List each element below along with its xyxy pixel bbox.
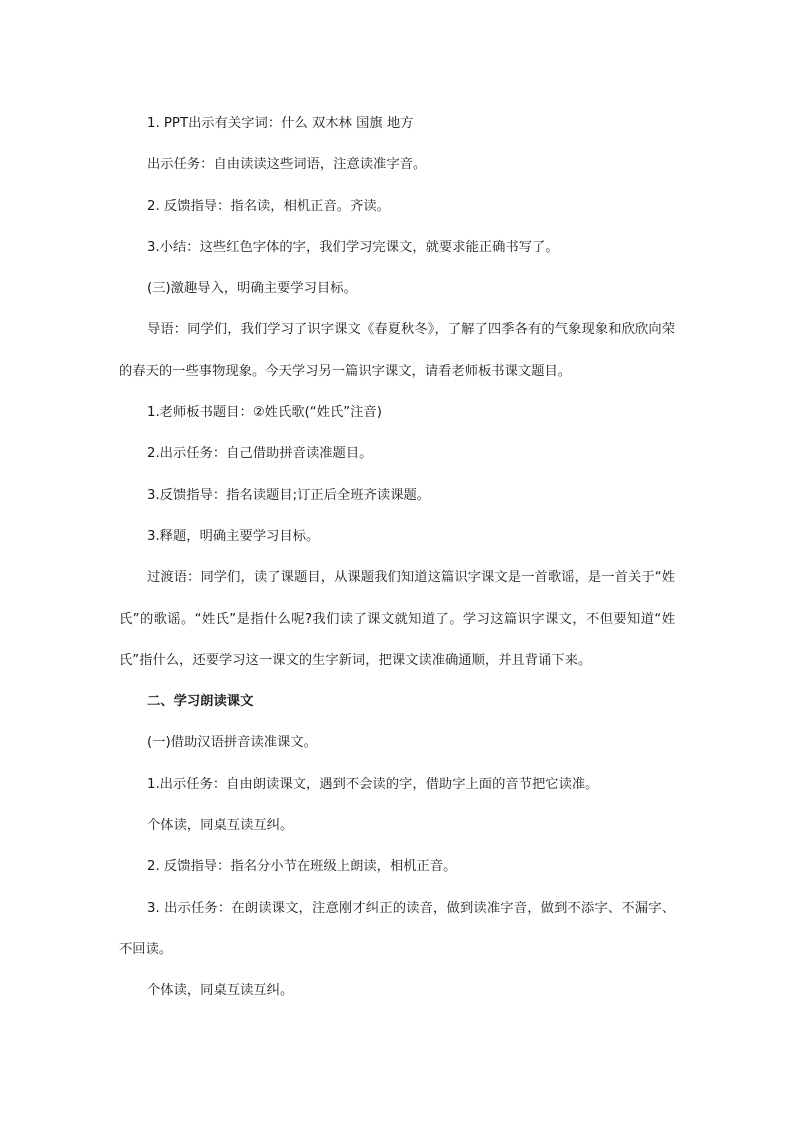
paragraph-lead-in: 导语：同学们，我们学习了识字课文《春夏秋冬》，了解了四季各有的气象现象和欣欣向荣的春天的一些事物现象。今天学习另一篇识字课文，请看老师板书课文题目。 <box>119 322 675 379</box>
document-body <box>119 103 675 1012</box>
paragraph-ppt-words: 1. PPT出示有关字词：什么 双木林 国旗 地方 <box>147 116 414 131</box>
paragraph-individual-read-2: 个体读，同桌互读互纠。 <box>147 983 294 999</box>
paragraph-summary: 3.小结：这些红色字体的字，我们学习完课文，就要求能正确书写了。 <box>147 239 559 255</box>
paragraph-task-read-title: 2.出示任务：自己借助拼音读准题目。 <box>147 446 373 462</box>
paragraph-feedback-2: 3.反馈指导：指名读题目;订正后全班齐读课题。 <box>147 487 431 503</box>
paragraph-feedback-3: 2. 反馈指导：指名分小节在班级上朗读，相机正音。 <box>147 859 457 875</box>
paragraph-task-reread: 3. 出示任务：在朗读课文，注意刚才纠正的读音，做到读准字音，做到不添字、不漏字、不回读。 <box>119 900 675 957</box>
section-heading-reading: 二、学习朗读课文 <box>147 694 254 710</box>
paragraph-task-read-text: 1.出示任务：自由朗读课文，遇到不会读的字，借助字上面的音节把它读准。 <box>147 776 599 792</box>
paragraph-explain-title: 3.释题，明确主要学习目标。 <box>147 528 320 544</box>
paragraph-transition: 过渡语：同学们，读了课题目，从课题我们知道这篇识字课文是一首歌谣，是一首关于“姓氏”的歌谣。“姓氏”是指什么呢?我们读了课文就知道了。学习这篇识字课文，不但要知道“姓氏”指什么，还要学习这一课文的生字新词，把课文读准确通顺，并且背诵下来。 <box>119 570 675 668</box>
paragraph-individual-read-1: 个体读，同桌互读互纠。 <box>147 818 294 834</box>
paragraph-feedback-1: 2. 反馈指导：指名读，相机正音。齐读。 <box>147 198 390 214</box>
paragraph-board-title: 1.老师板书题目：②姓氏歌(“姓氏”注音) <box>147 405 382 421</box>
paragraph-task-read-words: 出示任务：自由读读这些词语，注意读准字音。 <box>147 157 427 173</box>
paragraph-subsection-pinyin: (一)借助汉语拼音读准课文。 <box>147 735 317 751</box>
paragraph-section-intro: (三)激趣导入，明确主要学习目标。 <box>147 281 357 297</box>
